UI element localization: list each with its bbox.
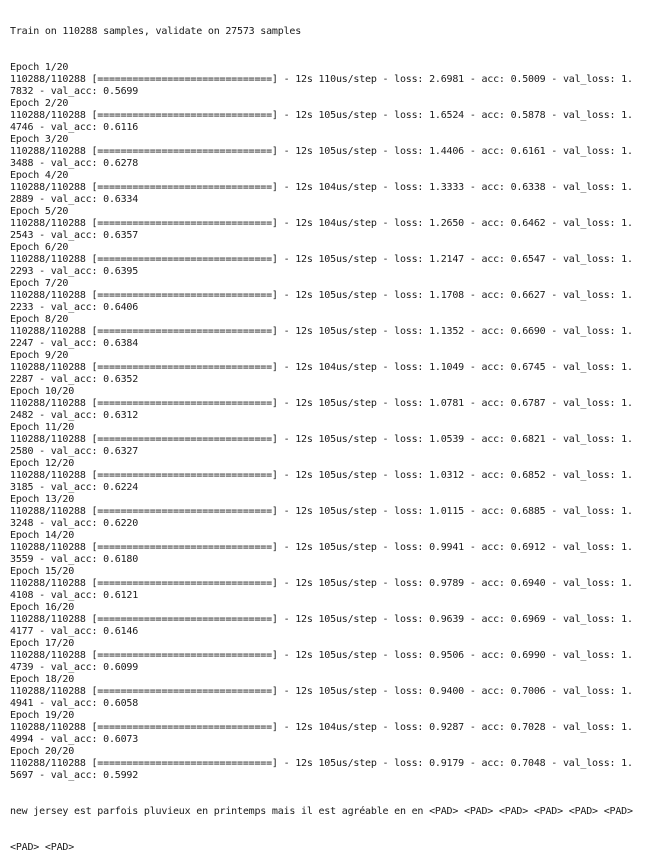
epoch-block (10, 566, 670, 602)
epoch-progress-line: 110288/110288 [==============================] - 12s 105us/step - loss: 1.0781 - acc: 0.6787 - val_loss: 1. (10, 398, 633, 409)
epoch-label: Epoch 15/20 (10, 566, 75, 577)
epoch-block (10, 710, 670, 746)
training-header: Train on 110288 samples, validate on 27573 samples (10, 26, 302, 37)
epoch-progress-line: 110288/110288 [==============================] - 12s 105us/step - loss: 1.0115 - acc: 0.6885 - val_loss: 1. (10, 506, 633, 517)
epoch-val-line: 2482 - val_acc: 0.6312 (10, 410, 139, 421)
epoch-block (10, 746, 670, 782)
epoch-val-line: 2287 - val_acc: 0.6352 (10, 374, 139, 385)
epoch-block (10, 350, 670, 386)
epoch-val-line: 2580 - val_acc: 0.6327 (10, 446, 139, 457)
epoch-val-line: 4177 - val_acc: 0.6146 (10, 626, 139, 637)
prediction-line: new jersey est parfois pluvieux en printemps mais il est agréable en en <PAD> <PAD> <PAD> <PAD> <PAD> <PAD> (10, 806, 633, 817)
epoch-progress-line: 110288/110288 [==============================] - 12s 104us/step - loss: 1.3333 - acc: 0.6338 - val_loss: 1. (10, 182, 633, 193)
epoch-block (10, 674, 670, 710)
epoch-block (10, 62, 670, 98)
epoch-progress-line: 110288/110288 [==============================] - 12s 104us/step - loss: 1.1049 - acc: 0.6745 - val_loss: 1. (10, 362, 633, 373)
epoch-block (10, 206, 670, 242)
epoch-progress-line: 110288/110288 [==============================] - 12s 105us/step - loss: 0.9400 - acc: 0.7006 - val_loss: 1. (10, 686, 633, 697)
epoch-val-line: 4941 - val_acc: 0.6058 (10, 698, 139, 709)
epoch-label: Epoch 7/20 (10, 278, 69, 289)
epoch-label: Epoch 13/20 (10, 494, 75, 505)
epoch-val-line: 4108 - val_acc: 0.6121 (10, 590, 139, 601)
epoch-label: Epoch 9/20 (10, 350, 69, 361)
epoch-label: Epoch 11/20 (10, 422, 75, 433)
epoch-progress-line: 110288/110288 [==============================] - 12s 105us/step - loss: 0.9506 - acc: 0.6990 - val_loss: 1. (10, 650, 633, 661)
epoch-label: Epoch 19/20 (10, 710, 75, 721)
epoch-val-line: 5697 - val_acc: 0.5992 (10, 770, 139, 781)
epoch-block (10, 494, 670, 530)
terminal-output (10, 2, 670, 866)
epoch-val-line: 4739 - val_acc: 0.6099 (10, 662, 139, 673)
epoch-progress-line: 110288/110288 [==============================] - 12s 105us/step - loss: 1.2147 - acc: 0.6547 - val_loss: 1. (10, 254, 633, 265)
epoch-label: Epoch 20/20 (10, 746, 75, 757)
epoch-progress-line: 110288/110288 [==============================] - 12s 105us/step - loss: 0.9941 - acc: 0.6912 - val_loss: 1. (10, 542, 633, 553)
epoch-label: Epoch 8/20 (10, 314, 69, 325)
epoch-progress-line: 110288/110288 [==============================] - 12s 105us/step - loss: 0.9179 - acc: 0.7048 - val_loss: 1. (10, 758, 633, 769)
epoch-label: Epoch 2/20 (10, 98, 69, 109)
epoch-progress-line: 110288/110288 [==============================] - 12s 104us/step - loss: 0.9287 - acc: 0.7028 - val_loss: 1. (10, 722, 633, 733)
epoch-val-line: 2293 - val_acc: 0.6395 (10, 266, 139, 277)
epoch-block (10, 602, 670, 638)
epoch-progress-line: 110288/110288 [==============================] - 12s 105us/step - loss: 1.4406 - acc: 0.6161 - val_loss: 1. (10, 146, 633, 157)
epoch-progress-line: 110288/110288 [==============================] - 12s 110us/step - loss: 2.6981 - acc: 0.5009 - val_loss: 1. (10, 74, 633, 85)
epoch-label: Epoch 18/20 (10, 674, 75, 685)
epoch-block (10, 170, 670, 206)
epoch-progress-line: 110288/110288 [==============================] - 12s 105us/step - loss: 1.0312 - acc: 0.6852 - val_loss: 1. (10, 470, 633, 481)
epoch-val-line: 2247 - val_acc: 0.6384 (10, 338, 139, 349)
epoch-val-line: 2889 - val_acc: 0.6334 (10, 194, 139, 205)
epoch-progress-line: 110288/110288 [==============================] - 12s 105us/step - loss: 1.0539 - acc: 0.6821 - val_loss: 1. (10, 434, 633, 445)
epoch-block (10, 530, 670, 566)
epoch-val-line: 3559 - val_acc: 0.6180 (10, 554, 139, 565)
epoch-progress-line: 110288/110288 [==============================] - 12s 105us/step - loss: 1.1352 - acc: 0.6690 - val_loss: 1. (10, 326, 633, 337)
epoch-val-line: 2543 - val_acc: 0.6357 (10, 230, 139, 241)
epoch-val-line: 3248 - val_acc: 0.6220 (10, 518, 139, 529)
epoch-val-line: 3185 - val_acc: 0.6224 (10, 482, 139, 493)
epoch-block (10, 314, 670, 350)
epoch-label: Epoch 12/20 (10, 458, 75, 469)
epoch-progress-line: 110288/110288 [==============================] - 12s 105us/step - loss: 0.9789 - acc: 0.6940 - val_loss: 1. (10, 578, 633, 589)
epoch-label: Epoch 14/20 (10, 530, 75, 541)
epoch-val-line: 2233 - val_acc: 0.6406 (10, 302, 139, 313)
epoch-progress-line: 110288/110288 [==============================] - 12s 105us/step - loss: 1.1708 - acc: 0.6627 - val_loss: 1. (10, 290, 633, 301)
epoch-block (10, 422, 670, 458)
epoch-block (10, 278, 670, 314)
epoch-label: Epoch 5/20 (10, 206, 69, 217)
epoch-val-line: 4994 - val_acc: 0.6073 (10, 734, 139, 745)
epoch-val-line: 7832 - val_acc: 0.5699 (10, 86, 139, 97)
epoch-block (10, 98, 670, 134)
epoch-label: Epoch 3/20 (10, 134, 69, 145)
epoch-list (10, 62, 670, 782)
epoch-label: Epoch 4/20 (10, 170, 69, 181)
prediction-line-continued: <PAD> <PAD> (10, 842, 75, 853)
epoch-block (10, 386, 670, 422)
epoch-block (10, 134, 670, 170)
epoch-label: Epoch 16/20 (10, 602, 75, 613)
epoch-progress-line: 110288/110288 [==============================] - 12s 104us/step - loss: 1.2650 - acc: 0.6462 - val_loss: 1. (10, 218, 633, 229)
epoch-label: Epoch 6/20 (10, 242, 69, 253)
epoch-progress-line: 110288/110288 [==============================] - 12s 105us/step - loss: 0.9639 - acc: 0.6969 - val_loss: 1. (10, 614, 633, 625)
epoch-block (10, 638, 670, 674)
epoch-block (10, 458, 670, 494)
epoch-label: Epoch 1/20 (10, 62, 69, 73)
epoch-val-line: 3488 - val_acc: 0.6278 (10, 158, 139, 169)
epoch-block (10, 242, 670, 278)
epoch-label: Epoch 10/20 (10, 386, 75, 397)
epoch-val-line: 4746 - val_acc: 0.6116 (10, 122, 139, 133)
epoch-label: Epoch 17/20 (10, 638, 75, 649)
epoch-progress-line: 110288/110288 [==============================] - 12s 105us/step - loss: 1.6524 - acc: 0.5878 - val_loss: 1. (10, 110, 633, 121)
